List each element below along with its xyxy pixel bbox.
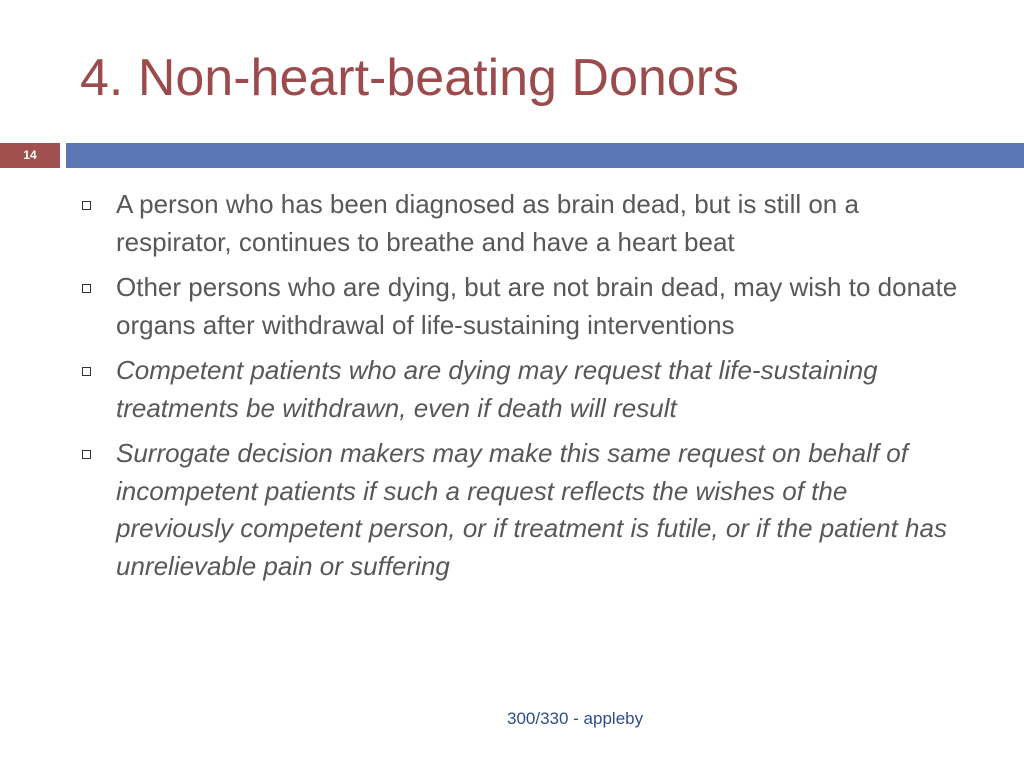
bullet-text: Other persons who are dying, but are not brain dead, may wish to donate organs after withdrawal of life-sustaining interventions — [116, 272, 958, 340]
slide-number: 14 — [23, 148, 37, 162]
bullet-text: Competent patients who are dying may request that life-sustaining treatments be withdrawn, even if death will result — [116, 355, 878, 423]
bullet-item — [78, 186, 958, 261]
bullet-text: A person who has been diagnosed as brain dead, but is still on a respirator, continues to breathe and have a heart beat — [116, 189, 859, 257]
slide-footer: 300/330 - appleby — [507, 709, 644, 728]
bullet-item — [78, 435, 958, 585]
bullet-text: Surrogate decision makers may make this same request on behalf of incompetent patients if such a request reflects the wishes of the previously competent person, or if treatment is futile, or if the patient has unrelievable pain or suffering — [116, 438, 947, 581]
bullet-item — [78, 352, 958, 427]
slide-number-badge — [0, 143, 60, 168]
hollow-square-bullet-icon — [82, 450, 91, 459]
hollow-square-bullet-icon — [82, 201, 91, 210]
hollow-square-bullet-icon — [82, 367, 91, 376]
bullet-list — [78, 186, 958, 593]
slide-title: 4. Non-heart-beating Donors — [80, 49, 740, 107]
hollow-square-bullet-icon — [82, 284, 91, 293]
title-divider-band — [66, 143, 1024, 168]
bullet-item — [78, 269, 958, 344]
